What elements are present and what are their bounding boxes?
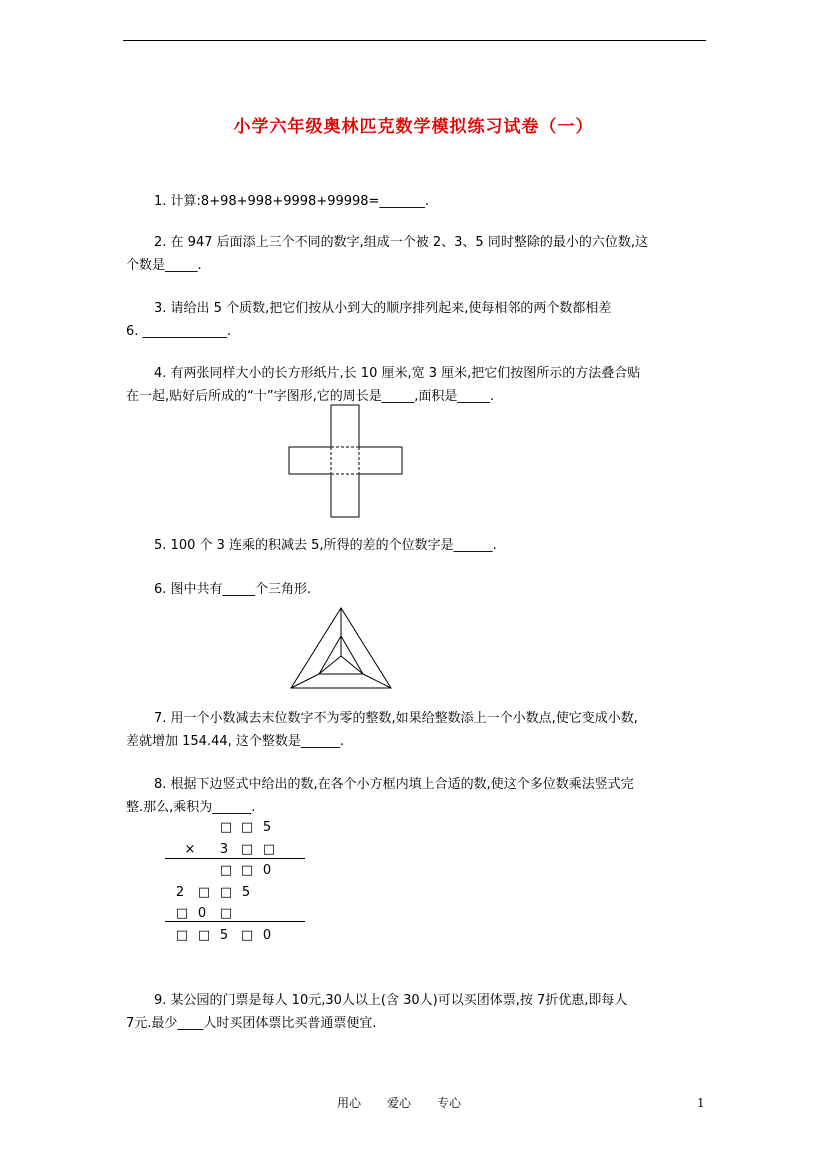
question-3 [126, 297, 706, 343]
question-text-line2: 整.那么,乘积为______. [126, 800, 256, 815]
question-4 [126, 362, 706, 408]
digit-box: □ [240, 842, 254, 857]
question-number: 1. [154, 194, 167, 209]
question-7 [126, 707, 706, 753]
digit: 0 [262, 928, 272, 943]
question-text-line1: 有两张同样大小的长方形纸片,长 10 厘米,宽 3 厘米,把它们按图所示的方法叠合贴 [170, 366, 641, 381]
question-number: 2. [154, 235, 167, 250]
digit-box: □ [175, 928, 189, 943]
question-number: 4. [154, 366, 167, 381]
digit-box: □ [219, 906, 233, 921]
question-number: 3. [154, 301, 167, 316]
digit-box: □ [240, 863, 254, 878]
digit-box: □ [197, 928, 211, 943]
digit-box: □ [219, 820, 233, 835]
digit: 5 [262, 820, 272, 835]
times-sign: × [184, 842, 196, 857]
question-9 [126, 989, 706, 1035]
footer-text-2: 爱心 [387, 1096, 412, 1110]
question-text-line2: 6. _____________. [126, 324, 232, 339]
digit: 5 [241, 885, 251, 900]
page-number: 1 [697, 1096, 705, 1110]
footer-text-1: 用心 [337, 1096, 362, 1110]
rule-line [165, 921, 305, 922]
question-text-line2: 个数是_____. [126, 258, 202, 273]
digit-box: □ [197, 885, 211, 900]
question-2 [126, 231, 706, 277]
digit: 0 [197, 906, 207, 921]
footer-text-3: 专心 [437, 1096, 462, 1110]
question-number: 5. [154, 538, 167, 553]
question-1 [126, 190, 706, 213]
rule-line [165, 858, 305, 859]
question-text-line2: 差就增加 154.44, 这个整数是______. [126, 734, 345, 749]
digit-box: □ [219, 863, 233, 878]
question-8 [126, 773, 706, 819]
question-text-line2: 在一起,贴好后所成的“十”字图形,它的周长是_____,面积是_____. [126, 389, 494, 404]
digit-box: □ [240, 820, 254, 835]
question-5 [126, 534, 706, 557]
question-text: 100 个 3 连乘的积减去 5,所得的差的个位数字是______. [170, 538, 497, 553]
question-text-line1: 用一个小数减去末位数字不为零的整数,如果给整数添上一个小数点,使它变成小数, [170, 711, 638, 726]
question-number: 6. [154, 582, 167, 597]
question-text-line1: 在 947 后面添上三个不同的数字,组成一个被 2、3、5 同时整除的最小的六位数,这 [170, 235, 648, 250]
question-text-line1: 根据下边竖式中给出的数,在各个小方框内填上合适的数,使这个多位数乘法竖式完 [170, 777, 634, 792]
digit: 5 [219, 928, 229, 943]
digit: 0 [262, 863, 272, 878]
multiplication-puzzle [165, 818, 310, 948]
cross-figure [288, 404, 404, 518]
question-text-line2: 7元.最少____人时买团体票比买普通票便宜. [126, 1016, 377, 1031]
digit-box: □ [262, 842, 276, 857]
question-number: 8. [154, 777, 167, 792]
question-text-line1: 某公园的门票是每人 10元,30人以上(含 30人)可以买团体票,按 7折优惠,即每人 [170, 993, 628, 1008]
question-number: 9. [154, 993, 167, 1008]
digit: 2 [175, 885, 185, 900]
digit-box: □ [219, 885, 233, 900]
question-6 [126, 578, 706, 601]
digit: 3 [219, 842, 229, 857]
question-number: 7. [154, 711, 167, 726]
digit-box: □ [175, 906, 189, 921]
question-text-line1: 请给出 5 个质数,把它们按从小到大的顺序排列起来,使每相邻的两个数都相差 [170, 301, 612, 316]
question-text: 计算:8+98+998+9998+99998=_______. [170, 194, 430, 209]
triangle-figure [288, 606, 394, 690]
question-text: 图中共有_____个三角形. [170, 582, 312, 597]
page-title: 小学六年级奥林匹克数学模拟练习试卷（一） [233, 117, 594, 137]
header-rule [123, 40, 706, 41]
digit-box: □ [240, 928, 254, 943]
